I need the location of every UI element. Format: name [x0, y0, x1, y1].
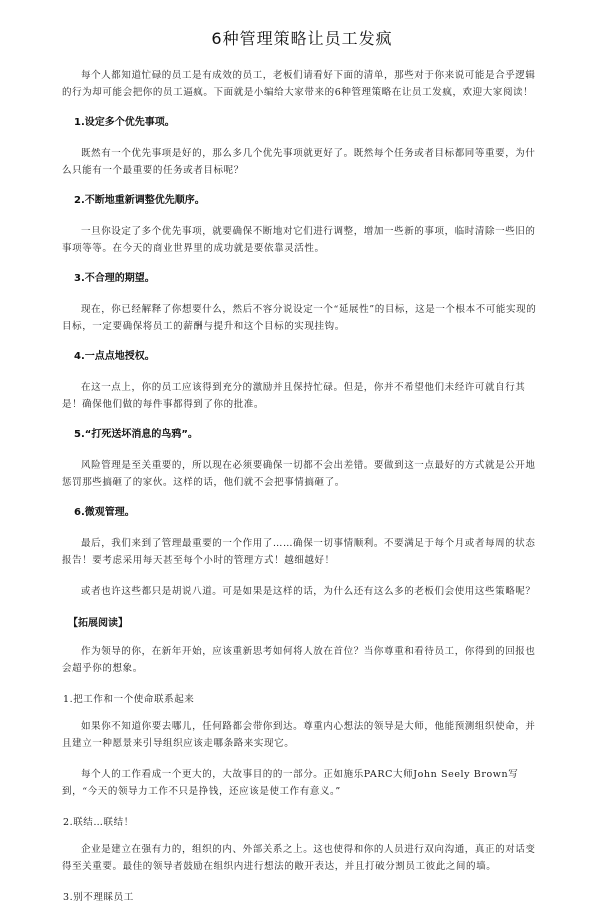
intro-paragraph: 每个人都知道忙碌的员工是有成效的员工，老板们请看好下面的清单，那些对于你来说可能是合乎逻辑的行为却可能会把你的员工逼疯。下面就是小编给大家带来的6种管理策略在让员工发疯，欢迎大家阅读！: [62, 70, 536, 98]
section-4-body: 在这一点上，你的员工应该得到充分的激励并且保持忙碌。但是，你并不希望他们未经许可就自行其是！确保他们做的每件事都得到了你的批准。: [62, 382, 526, 410]
closing-paragraph: 或者也许这些都只是胡说八道。可是如果是这样的话，为什么还有这么多的老板们会使用这些策略呢？: [81, 586, 536, 597]
section-2-heading: 2.不断地重新调整优先顺序。: [74, 195, 205, 206]
extended-item-3-heading: 3.别不理睬员工: [62, 892, 134, 903]
extended-reading-label: 【拓展阅读】: [68, 618, 128, 629]
section-3-heading: 3.不合理的期望。: [74, 273, 155, 284]
page-title: 6种管理策略让员工发疯: [211, 29, 393, 48]
section-5-heading: 5.“打死送坏消息的鸟鸦”。: [74, 429, 198, 440]
extended-item-1-heading: 1.把工作和一个使命联系起来: [62, 694, 195, 705]
section-6-heading: 6.微观管理。: [74, 507, 135, 518]
extended-item-2-para-1: 企业是建立在强有力的，组织的内、外部关系之上。这也使得和你的人员进行双向沟通，真正的对话变得至关重要。最佳的领导者鼓励在组织内进行想法的敞开表达，并且打破分割员工彼此之间的墙。: [62, 844, 536, 872]
section-3-body: 现在，你已经解释了你想要什么，然后不容分说设定一个“延展性”的目标，这是一个根本不可能实现的目标，一定要确保将员工的薪酬与提升和这个目标的实现挂钩。: [62, 304, 537, 332]
extended-item-1-para-1: 如果你不知道你要去哪儿，任何路都会带你到达。尊重内心想法的领导是大师，他能预测组织使命，并且建立一种愿景来引导组织应该走哪条路来实现它。: [62, 721, 536, 749]
section-1-heading: 1.设定多个优先事项。: [74, 117, 175, 128]
section-5-body: 风险管理是至关重要的，所以现在必须要确保一切都不会出差错。要做到这一点最好的方式就是公开地惩罚那些搞砸了的家伙。这样的话，他们就不会把事情搞砸了。: [62, 460, 536, 488]
extended-item-2-heading: 2.联结…联结！: [62, 817, 134, 828]
extended-item-1-para-2: 每个人的工作看成一个更大的，大故事目的的一部分。正如施乐PARC大师John Seely Brown写到，“今天的领导力工作不只是挣钱，还应该是使工作有意义。”: [62, 769, 519, 797]
section-4-heading: 4.一点点地授权。: [74, 351, 155, 362]
section-6-body: 最后，我们来到了管理最重要的一个作用了……确保一切事情顺利。不要满足于每个月或者每周的状态报告！要考虑采用每天甚至每个小时的管理方式！越细越好！: [62, 538, 536, 566]
section-2-body: 一旦你设定了多个优先事项，就要确保不断地对它们进行调整，增加一些新的事项，临时清除一些旧的事项等等。在今天的商业世界里的成功就是要依靠灵活性。: [62, 226, 536, 254]
extended-intro: 作为领导的你，在新年开始，应该重新思考如何将人放在首位？当你尊重和看待员工，你得到的回报也会超乎你的想象。: [62, 646, 536, 674]
section-1-body: 既然有一个优先事项是好的，那么多几个优先事项就更好了。既然每个任务或者目标都同等重要，为什么只能有一个最重要的任务或者目标呢？: [62, 148, 536, 176]
